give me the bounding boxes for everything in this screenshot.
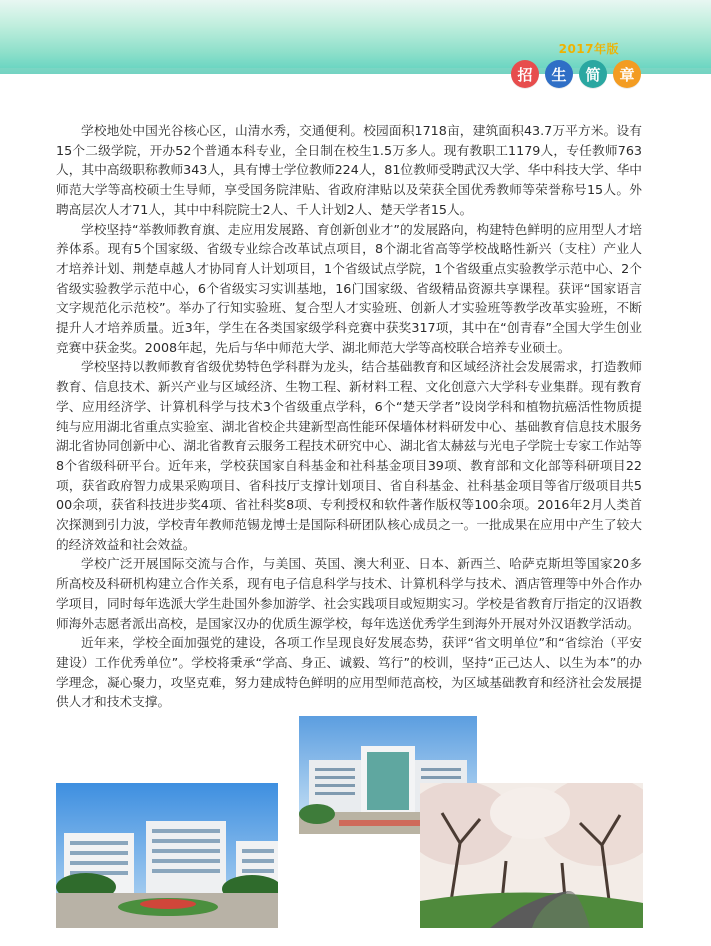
brochure-title bbox=[511, 60, 641, 88]
title-char-1: 招 bbox=[511, 60, 539, 88]
paragraph-research: 学校坚持以教师教育省级优势特色学科群为龙头，结合基础教育和区域经济社会发展需求，打造教师教育、信息技术、新兴产业与区域经济、生物工程、新材料工程、文化创意六大学科专业集群。现有教育学、应用经济学、计算机科学与技术3个省级重点学科，6个“楚天学者”设岗学科和植物抗癌活性物质提纯与应用湖北省重点实验室、湖北省校企共建新型高性能环保墙体材料研发中心、基础教育信息技术服务湖北省协同创新中心、湖北省教育云服务工程技术研究中心、湖北省太赫兹与光电子学院士专家工作站等8个省级科研平台。近年来，学校获国家自科基金和社科基金项目39项、教育部和文化部等科研项目22项，获省政府智力成果采购项目、省科技厅支撑计划项目、省自科基金、社科基金项目等省厅级项目共500余项，获省科技进步奖4项、省社科奖8项、专利授权和软件著作版权等100余项。2016年2月人类首次探测到引力波，学校青年教师范锡龙博士是国际科研团队核心成员之一。一批成果在应用中产生了较大的经济效益和社会效益。 bbox=[56, 359, 642, 552]
campus-photo-buildings bbox=[56, 783, 278, 928]
paragraph-international: 学校广泛开展国际交流与合作，与美国、英国、澳大利亚、日本、新西兰、哈萨克斯坦等国家20多所高校及科研机构建立合作关系，现有电子信息科学与技术、计算机科学与技术、酒店管理等中外合作办学项目，同时每年选派大学生赴国外参加游学、社会实践项目或短期实习。学校是省教育厅指定的汉语教师海外志愿者派出高校，是国家汉办的优质生源学校，每年选送优秀学生到海外开展对外汉语教学活动。 bbox=[56, 556, 642, 631]
edition-year-label: 2017年版 bbox=[558, 42, 619, 56]
title-char-4: 章 bbox=[613, 60, 641, 88]
title-char-3: 简 bbox=[579, 60, 607, 88]
paragraph-talent-training: 学校坚持“举教师教育旗、走应用发展路、育创新创业才”的发展路向，构建特色鲜明的应用型人才培养体系。现有5个国家级、省级专业综合改革试点项目，8个湖北省高等学校战略性新兴（支柱）产业人才培养计划、荆楚卓越人才协同育人计划项目，1个省级试点学院，1个省级重点实验教学示范中心、2个省级实验教学示范中心，6个省级实习实训基地，16门国家级、省级精品资源共享课程。获评“国家语言文字规范化示范校”。举办了行知实验班、复合型人才实验班、创新人才实验班等教学改革实验班，不断提升人才培养质量。近3年，学生在各类国家级学科竞赛中获奖317项，其中在“创青春”全国大学生创业竞赛中获金奖。2008年起，先后与华中师范大学、湖北师范大学等高校联合培养专业硕士。 bbox=[56, 221, 642, 355]
paragraph-development: 近年来，学校全面加强党的建设，各项工作呈现良好发展态势，获评“省文明单位”和“省综治（平安建设）工作优秀单位”。学校将秉承“学高、身正、诚毅、笃行”的校训，坚持“正己达人、以生为本”的办学理念，凝心聚力，攻坚克难，努力建成特色鲜明的应用型师范高校，为区域基础教育和经济社会发展提供人才和技术支撑。 bbox=[56, 635, 642, 710]
intro-text bbox=[56, 121, 642, 712]
title-char-2: 生 bbox=[545, 60, 573, 88]
campus-photo-cherry-blossom bbox=[420, 783, 643, 928]
paragraph-overview: 学校地处中国光谷核心区，山清水秀，交通便利。校园面积1718亩，建筑面积43.7万平方米。设有15个二级学院，开办52个普通本科专业，全日制在校生1.5万多人。现有教职工1179人，专任教师763人，其中高级职称教师343人，具有博士学位教师224人，81位教师受聘武汉大学、华中科技大学、华中师范大学等高校硕士生导师，享受国务院津贴、省政府津贴以及荣获全国优秀教师等荣誉称号15人。外聘高层次人才71人，其中中科院院士2人、千人计划2人、楚天学者15人。 bbox=[56, 123, 642, 217]
